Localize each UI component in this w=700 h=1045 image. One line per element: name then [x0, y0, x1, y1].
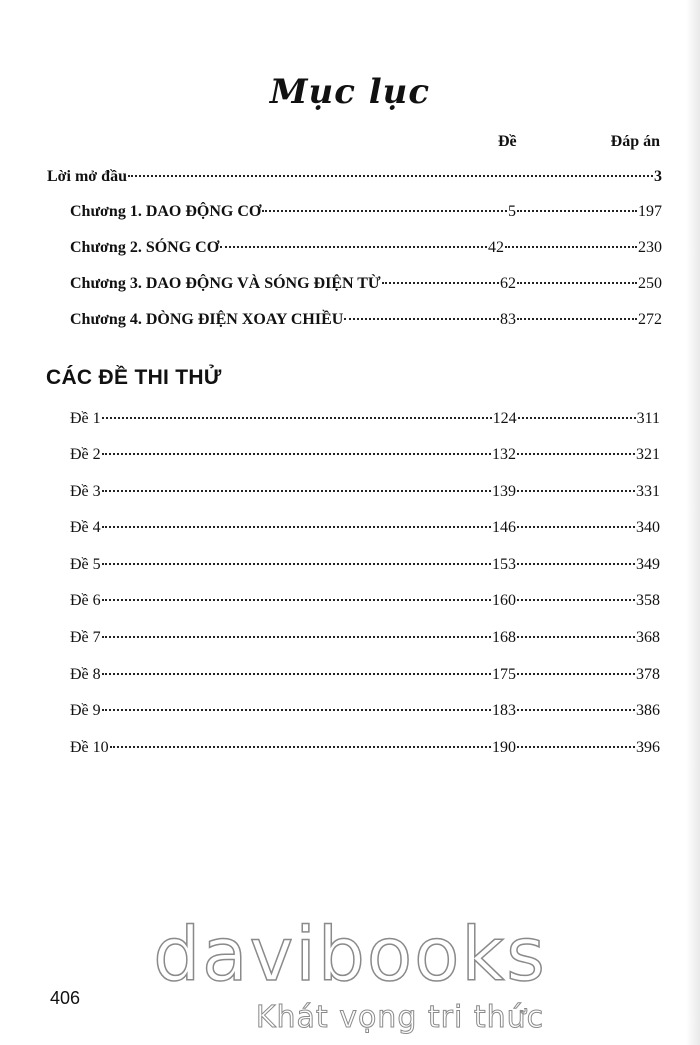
toc-row-chapter [70, 275, 662, 297]
toc-row-de: 5 [508, 203, 516, 220]
leader-dots [262, 210, 507, 212]
leader-dots [102, 453, 491, 455]
leader-dots [102, 563, 491, 565]
toc-row-de: 153 [492, 556, 516, 573]
toc-row-de: 175 [492, 666, 516, 683]
leader-dots [517, 746, 635, 748]
leader-dots [102, 673, 491, 675]
toc-row-de: 124 [492, 410, 517, 427]
toc-row-label: Chương 3. DAO ĐỘNG VÀ SÓNG ĐIỆN TỪ [70, 275, 381, 292]
leader-dots [102, 417, 492, 419]
leader-dots [517, 282, 637, 284]
leader-dots [517, 318, 637, 320]
leader-dots [505, 246, 637, 248]
toc-row-label: Đề 6 [70, 592, 101, 609]
toc-row-dap-an: 349 [636, 556, 660, 573]
toc-row-dap-an: 386 [636, 702, 660, 719]
toc-row-exam [70, 629, 660, 651]
leader-dots [344, 318, 499, 320]
leader-dots [102, 599, 491, 601]
toc-row-dap-an: 230 [638, 239, 662, 256]
toc-row-dap-an: 358 [636, 592, 660, 609]
toc-title: Mục lục [269, 72, 431, 112]
toc-row-exam [70, 446, 660, 468]
leader-dots [517, 599, 635, 601]
toc-row-label: Đề 2 [70, 446, 101, 463]
leader-dots [517, 673, 635, 675]
toc-row-de: 83 [500, 311, 516, 328]
leader-dots [517, 526, 635, 528]
leader-dots [517, 210, 637, 212]
toc-row-exam [70, 410, 660, 432]
toc-row-dap-an: 378 [636, 666, 660, 683]
toc-row-dap-an: 3 [654, 168, 662, 185]
toc-row-exam [70, 739, 660, 761]
toc-row-de: 42 [488, 239, 504, 256]
leader-dots [102, 490, 491, 492]
leader-dots [102, 709, 491, 711]
toc-row-dap-an: 321 [636, 446, 660, 463]
column-header-de: Đề [498, 133, 517, 150]
leader-dots [517, 453, 635, 455]
toc-row-dap-an: 368 [636, 629, 660, 646]
toc-row-de: 168 [492, 629, 516, 646]
toc-row-label: Đề 8 [70, 666, 101, 683]
toc-row-dap-an: 396 [636, 739, 660, 756]
toc-row-de: 146 [492, 519, 516, 536]
page-edge-shadow [686, 0, 700, 1045]
toc-row-exam [70, 519, 660, 541]
toc-row-dap-an: 331 [636, 483, 660, 500]
toc-row-dap-an: 311 [636, 410, 660, 427]
toc-row-intro [47, 168, 662, 190]
toc-row-label: Chương 2. SÓNG CƠ [70, 239, 220, 256]
toc-row-dap-an: 250 [638, 275, 662, 292]
leader-dots [517, 709, 635, 711]
toc-row-label: Chương 1. DAO ĐỘNG CƠ [70, 203, 262, 220]
toc-row-dap-an: 197 [638, 203, 662, 220]
leader-dots [128, 175, 653, 177]
toc-row-de: 160 [492, 592, 516, 609]
toc-row-dap-an: 272 [638, 311, 662, 328]
toc-row-exam [70, 592, 660, 614]
toc-row-exam [70, 666, 660, 688]
leader-dots [102, 526, 491, 528]
toc-row-label: Đề 4 [70, 519, 101, 536]
toc-row-de: 190 [492, 739, 516, 756]
toc-row-label: Lời mở đầu [47, 168, 127, 185]
toc-row-de: 132 [492, 446, 516, 463]
page-number: 406 [50, 988, 81, 1008]
toc-row-de: 183 [492, 702, 516, 719]
leader-dots [382, 282, 499, 284]
toc-row-exam [70, 702, 660, 724]
toc-row-dap-an: 340 [636, 519, 660, 536]
toc-row-exam [70, 483, 660, 505]
leader-dots [102, 636, 491, 638]
toc-row-exam [70, 556, 660, 578]
leader-dots [220, 246, 487, 248]
toc-row-chapter [70, 239, 662, 261]
toc-row-label: Đề 3 [70, 483, 101, 500]
leader-dots [517, 636, 635, 638]
toc-row-label: Đề 10 [70, 739, 109, 756]
toc-row-de: 62 [500, 275, 516, 292]
toc-row-label: Đề 1 [70, 410, 101, 427]
toc-row-de: 139 [492, 483, 516, 500]
section-title: CÁC ĐỀ THI THỬ [46, 366, 222, 389]
toc-row-label: Đề 5 [70, 556, 101, 573]
leader-dots [517, 563, 635, 565]
toc-row-chapter [70, 203, 662, 225]
leader-dots [110, 746, 491, 748]
column-header-dap-an: Đáp án [610, 133, 660, 150]
leader-dots [517, 490, 635, 492]
toc-row-label: Đề 9 [70, 702, 101, 719]
toc-row-label: Đề 7 [70, 629, 101, 646]
toc-row-label: Chương 4. DÒNG ĐIỆN XOAY CHIỀU [70, 311, 344, 328]
leader-dots [518, 417, 636, 419]
watermark-tagline: Khát vọng tri thức [255, 1000, 545, 1035]
watermark-brand: davibooks [153, 912, 547, 998]
toc-row-chapter [70, 311, 662, 333]
